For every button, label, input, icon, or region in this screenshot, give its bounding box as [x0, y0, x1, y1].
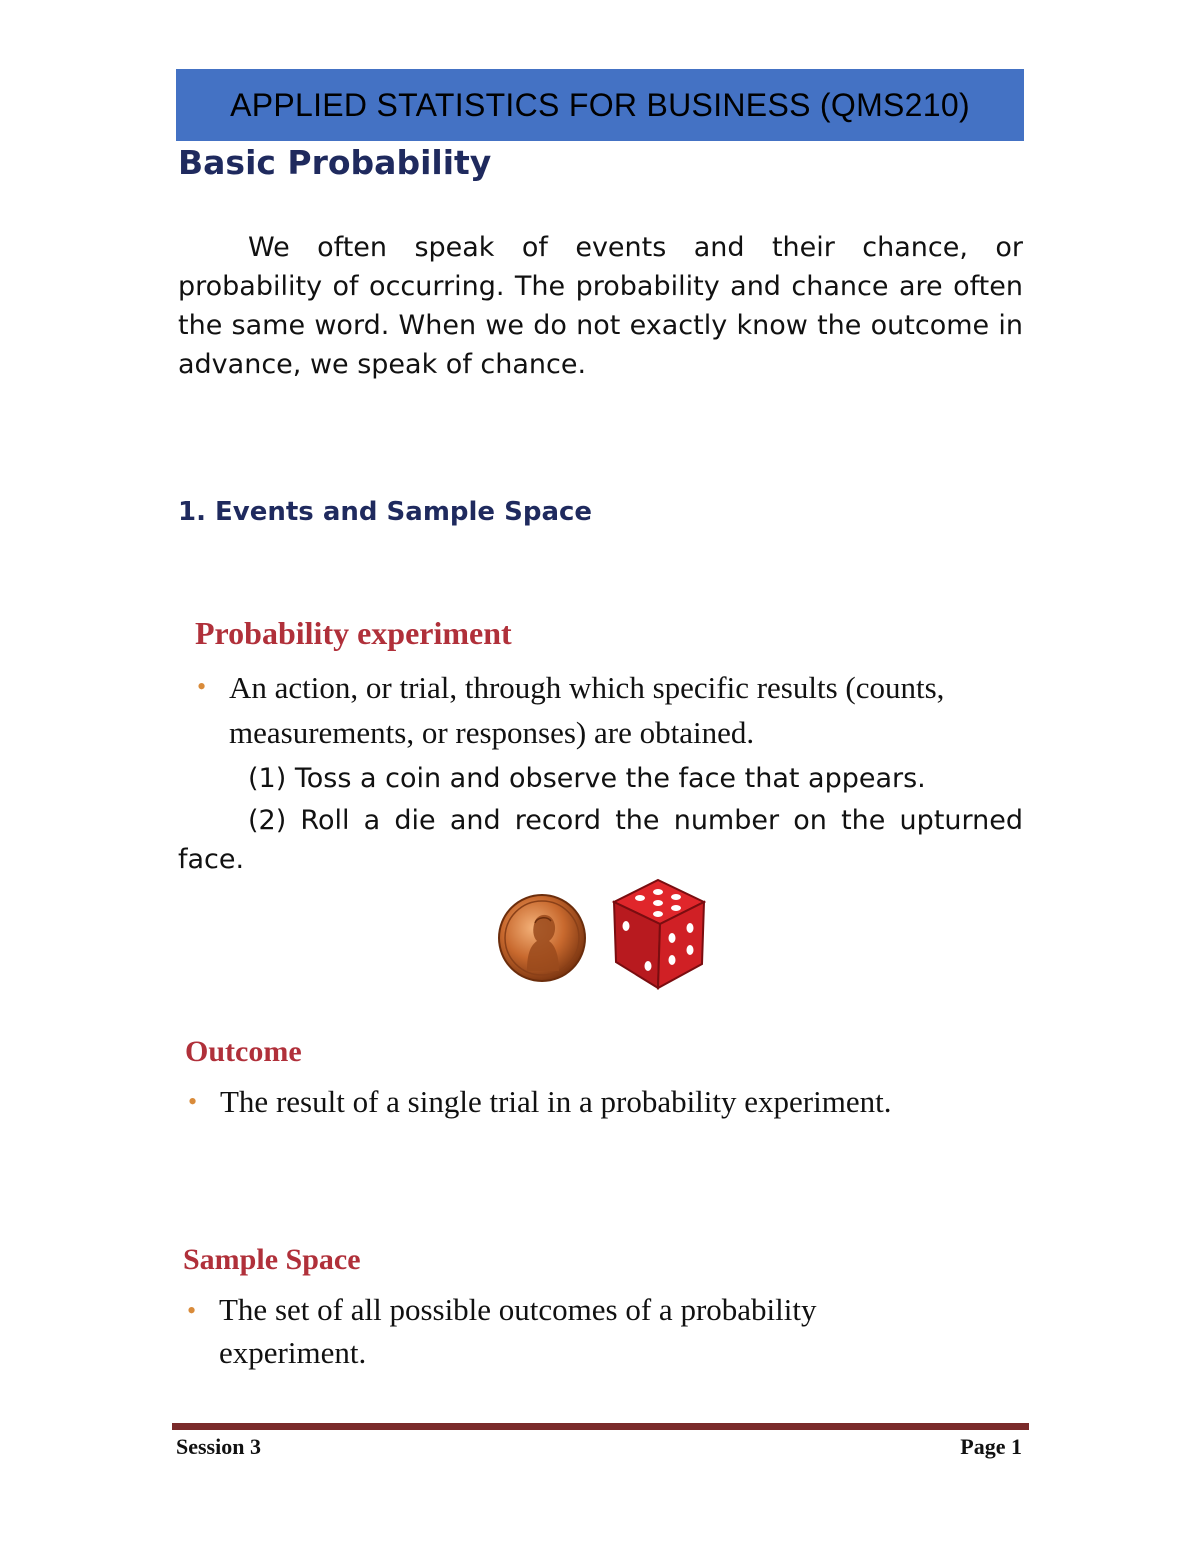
footer-rule	[172, 1423, 1029, 1430]
sample-space-line-2: experiment.	[219, 1335, 367, 1370]
probability-experiment-line-2: measurements, or responses) are obtained.	[229, 715, 755, 750]
example-die: (2) Roll a die and record the number on the upturned face.	[178, 805, 1023, 875]
sample-space-title: Sample Space	[183, 1243, 361, 1276]
probability-experiment-line-1: An action, or trial, through which specific results (counts,	[229, 670, 945, 705]
bullet-icon: •	[197, 672, 207, 701]
outcome-line-1: The result of a single trial in a probability experiment.	[220, 1084, 892, 1119]
bullet-icon: •	[187, 1296, 197, 1325]
document-header-title: APPLIED STATISTICS FOR BUSINESS (QMS210)	[230, 86, 970, 123]
sample-space-line-1: The set of all possible outcomes of a probability	[219, 1292, 817, 1327]
intro-paragraph: We often speak of events and their chance, or probability of occurring. The probability and chance are often the same word. When we do not exactly know the outcome in advance, we speak of chance.	[178, 232, 1023, 380]
bullet-icon: •	[188, 1087, 198, 1116]
probability-experiment-title: Probability experiment	[195, 615, 512, 651]
outcome-title: Outcome	[185, 1035, 302, 1068]
page-title: Basic Probability	[178, 143, 492, 182]
red-die-icon	[610, 878, 706, 990]
example-coin: (1) Toss a coin and observe the face that appears.	[248, 763, 926, 794]
footer-session: Session 3	[176, 1434, 261, 1459]
footer-page-number: Page 1	[960, 1434, 1022, 1459]
header-bar	[176, 69, 1024, 141]
penny-coin-icon	[497, 893, 587, 983]
section-heading: 1. Events and Sample Space	[178, 497, 593, 527]
